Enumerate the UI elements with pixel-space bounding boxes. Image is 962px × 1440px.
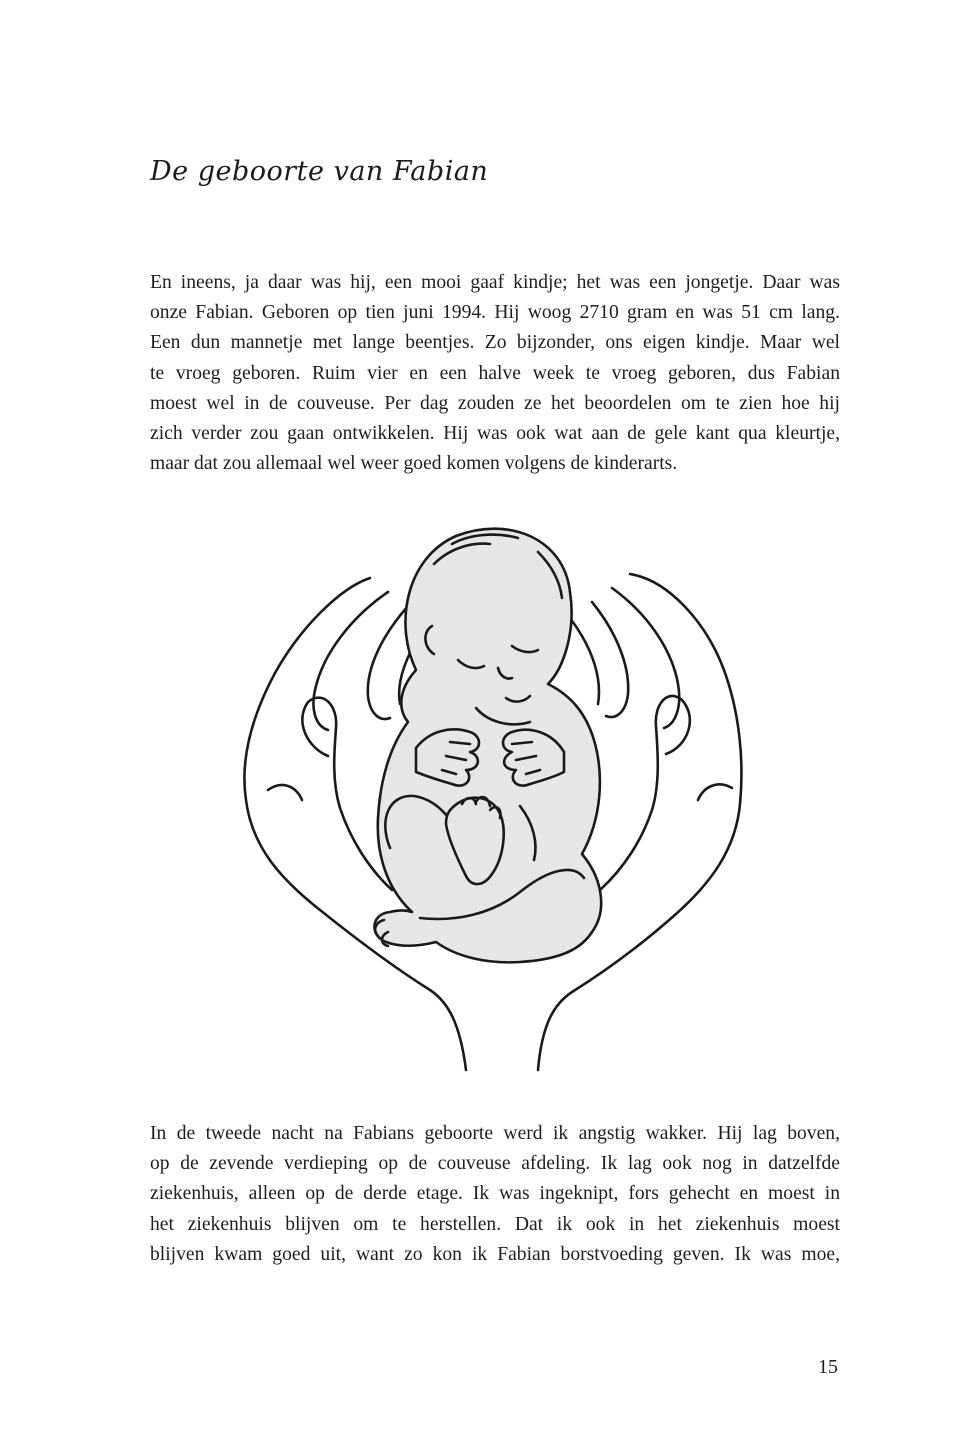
- left-thumb-crease: [268, 785, 302, 800]
- text-line: blijven kwam goed uit, want zo kon ik Fabian borstvoeding geven. Ik was moe,: [150, 1243, 840, 1265]
- text-line: het ziekenhuis blijven om te herstellen. Dat ik ook in het ziekenhuis moest: [150, 1213, 840, 1235]
- text-line: op de zevende verdieping op de couveuse afdeling. Ik lag ook nog in datzelfde: [150, 1153, 840, 1175]
- text-line: zich verder zou gaan ontwikkelen. Hij was ook wat aan de gele kant qua kleurtje,: [150, 423, 840, 445]
- left-hand-finger-line: [313, 592, 388, 730]
- text-line: te vroeg geboren. Ruim vier en een halve week te vroeg geboren, dus Fabian: [150, 362, 840, 384]
- baby-body: [374, 529, 601, 963]
- page-number: 15: [818, 1356, 838, 1378]
- right-thumb: [600, 696, 690, 890]
- text-line: onze Fabian. Geboren op tien juni 1994. Hij woog 2710 gram en was 51 cm lang.: [150, 302, 840, 324]
- text-line: ziekenhuis, alleen op de derde etage. Ik was ingeknipt, fors gehecht en moest in: [150, 1183, 840, 1205]
- right-thumb-crease: [698, 784, 732, 800]
- paragraph-2: [150, 1119, 840, 1270]
- baby-in-hands-illustration: [220, 518, 760, 1084]
- text-line: Een dun mannetje met lange beentjes. Zo bijzonder, ons eigen kindje. Maar wel: [150, 332, 840, 354]
- text-line: En ineens, ja daar was hij, een mooi gaaf kindje; het was een jongetje. Daar was: [150, 272, 840, 293]
- text-line: In de tweede nacht na Fabians geboorte werd ik angstig wakker. Hij lag boven,: [150, 1123, 840, 1144]
- text-line: moest wel in de couveuse. Per dag zouden ze het beoordelen om te zien hoe hij: [150, 392, 840, 414]
- right-hand-finger-line: [570, 618, 599, 704]
- left-thumb: [302, 698, 392, 890]
- paragraph-1: [150, 268, 840, 479]
- text-line: maar dat zou allemaal wel weer goed komen volgens de kinderarts.: [150, 453, 678, 475]
- chapter-title: De geboorte van Fabian: [150, 156, 489, 187]
